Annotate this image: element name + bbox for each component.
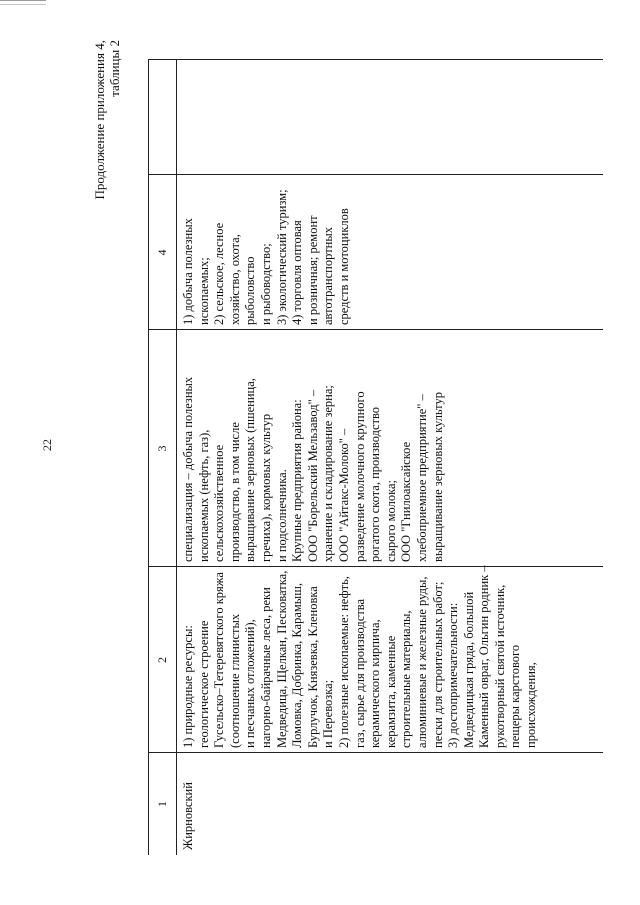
natural-resources-line: геологическое строение <box>196 620 211 748</box>
directions-line: 2) сельское, лесное <box>212 222 227 325</box>
natural-resources-line: керамического кирпича, <box>368 619 383 748</box>
natural-resources-line: происхождения, <box>524 662 539 748</box>
table-caption <box>92 40 122 200</box>
cell-natural-resources <box>181 565 540 748</box>
specialization-line: рогатого скота, производство <box>368 406 383 562</box>
specialization-line: ископаемых (нефть, газ), <box>196 429 211 562</box>
column-divider <box>148 59 603 60</box>
natural-resources-line: газ, сырье для производства <box>352 598 367 748</box>
directions-line: хозяйство, охота, <box>227 234 242 325</box>
specialization-line: разведение молочного крупного <box>352 391 367 562</box>
column-divider <box>148 752 603 753</box>
specialization-line: ООО "Гнилоаксайское <box>399 441 414 562</box>
specialization-line: ООО "Борельский Мельзавод" – <box>305 389 320 562</box>
natural-resources-line: Каменный овраг, Ольгин родник – <box>477 565 492 748</box>
directions-line: 1) добыча полезных <box>181 218 195 325</box>
natural-resources-line: рукотворный святой источник, <box>492 584 507 748</box>
natural-resources-line: Бурлучок, Князевка, Кленовка <box>305 586 320 748</box>
natural-resources-line: пески для строительных работ; <box>430 581 445 748</box>
district-name: Жирновский <box>181 782 195 850</box>
column-number-2: 2 <box>155 657 169 663</box>
specialization-line: сырого молока; <box>383 479 398 562</box>
natural-resources-line: Ломовка, Добринка, Карамыш, <box>290 583 305 748</box>
specialization-line: ООО "Айтакс-Молоко" – <box>336 428 351 562</box>
column-divider <box>148 329 603 330</box>
cell-district <box>181 755 197 850</box>
header-bottom-rule <box>176 60 177 855</box>
specialization-line: выращивание зерновых культур <box>430 392 445 562</box>
column-divider <box>148 566 603 567</box>
specialization-line: сельскохозяйственное <box>212 444 227 562</box>
specialization-line: хлебоприемное предприятие" – <box>414 394 429 562</box>
column-number-4: 4 <box>155 249 169 256</box>
natural-resources-line: пещеры карстового <box>508 644 523 748</box>
specialization-line: производство, в том числе <box>227 422 242 562</box>
page-number: 22 <box>40 439 54 451</box>
natural-resources-line: алюминиевые и железные руды, <box>414 576 429 748</box>
natural-resources-line: и песчаных отложений), <box>243 619 258 748</box>
table <box>148 60 603 855</box>
natural-resources-line: Медведицкая гряда, большой <box>461 591 476 748</box>
table-top-rule <box>148 60 149 855</box>
natural-resources-line: и Перевозка; <box>321 679 336 748</box>
directions-line: и рыбоводство; <box>258 243 273 325</box>
directions-line: средств и мотоциклов <box>336 208 351 325</box>
natural-resources-line: керамзита, каменные <box>383 635 398 748</box>
cell-directions <box>181 175 353 325</box>
caption-line-1: Продолжение приложения 4, <box>92 40 107 200</box>
directions-line: 3) экологический туризм; <box>274 189 289 325</box>
natural-resources-line: строительные материалы, <box>399 610 414 748</box>
column-number-1: 1 <box>155 801 169 807</box>
specialization-line: гречиха), кормовых культур <box>258 413 273 562</box>
specialization-line: Крупные предприятия района: <box>290 399 305 562</box>
directions-line: ископаемых; <box>196 257 211 325</box>
specialization-line: и подсолнечника. <box>274 469 289 562</box>
natural-resources-line: Медведица, Щелкан, Песковатка, <box>274 570 289 748</box>
natural-resources-line: 3) достопримечательности: <box>446 602 461 748</box>
specialization-line: выращивание зерновых (пшеница, <box>243 378 258 562</box>
directions-line: и розничная; ремонт <box>305 215 320 325</box>
natural-resources-line: Гусельско–Тетеревятского кряжа <box>212 572 227 748</box>
directions-line: 4) торговля оптовая <box>290 220 305 325</box>
natural-resources-line: 1) природные ресурсы: <box>181 625 195 748</box>
specialization-line: специализация – добыча полезных <box>181 376 195 562</box>
specialization-line: хранение и складирование зерна; <box>321 385 336 562</box>
column-number-3: 3 <box>155 445 169 452</box>
natural-resources-line: нагорно-байрачные леса, реки <box>258 587 273 748</box>
directions-line: автотранспортных <box>321 227 336 325</box>
natural-resources-line: (соотношение глинистых <box>227 613 242 748</box>
cell-specialization <box>181 332 446 562</box>
caption-line-2: таблицы 2 <box>107 40 122 97</box>
directions-line: рыболовство <box>243 256 258 325</box>
natural-resources-line: 2) полезные ископаемые: нефть, <box>336 576 351 748</box>
